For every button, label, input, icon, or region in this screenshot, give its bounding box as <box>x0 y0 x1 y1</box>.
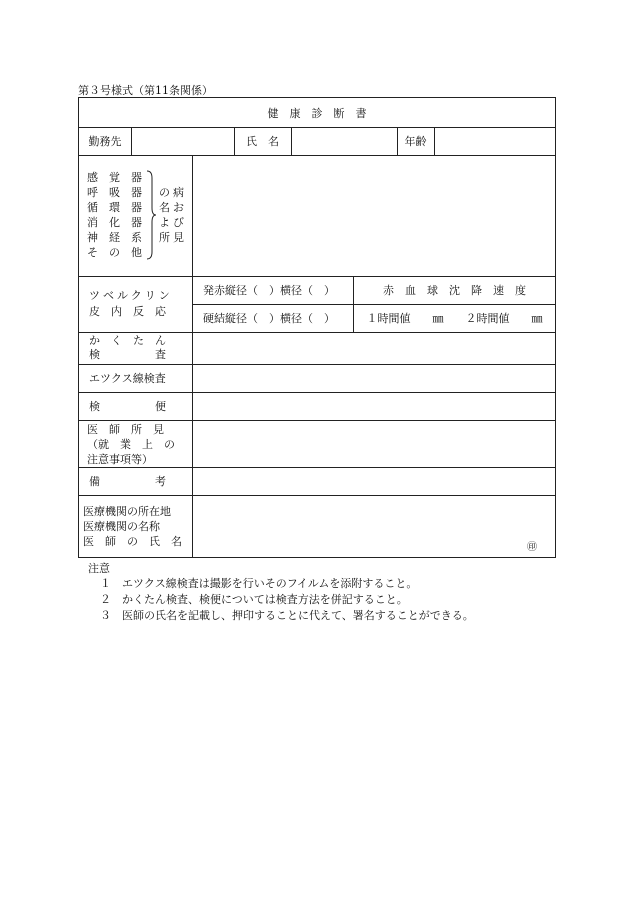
doctor-findings-label: 医 師 所 見 （就 業 上 の 注意事項等） <box>87 423 175 466</box>
name-field[interactable] <box>292 128 396 154</box>
document-title: 健 康 診 断 書 <box>267 106 367 120</box>
sputum-field[interactable] <box>193 333 554 363</box>
workplace-field[interactable] <box>132 128 233 154</box>
health-certificate-table <box>78 97 556 558</box>
notes-title: 注意 <box>88 562 110 575</box>
organ-item: 呼 吸 器 <box>87 186 142 199</box>
curly-brace <box>145 170 157 260</box>
findings-label-col1: の 名 よ 所 <box>159 186 170 244</box>
tuberculin-label: ツベルクリン 皮 内 反 応 <box>89 289 173 318</box>
organ-item: 神 経 系 <box>87 231 142 244</box>
note-item: １ エツクス線検査は撮影を行いそのフイルムを添附すること。 <box>100 577 418 590</box>
xray-label: エツクス線検査 <box>89 372 166 385</box>
esr-values: １時間値 ㎜ ２時間値 ㎜ <box>366 312 543 325</box>
institution-label: 医療機関の所在地 医療機関の名称 医 師 の 氏 名 <box>83 505 182 548</box>
age-label: 年齢 <box>404 135 427 148</box>
remarks-field[interactable] <box>193 468 554 494</box>
name-label: 氏 名 <box>246 135 279 148</box>
organ-item: 消 化 器 <box>87 216 142 229</box>
organ-item: 感 覚 器 <box>87 171 142 184</box>
age-field[interactable] <box>435 128 554 154</box>
workplace-label: 勤務先 <box>88 135 122 148</box>
organ-findings-field[interactable] <box>193 156 554 275</box>
organ-item: そ の 他 <box>87 246 142 259</box>
redness-diameter: 発赤縦径（ ）横径（ ） <box>203 284 335 297</box>
stool-field[interactable] <box>193 393 554 419</box>
form-number: 第３号様式（第11条関係） <box>78 84 213 97</box>
organ-item: 循 環 器 <box>87 201 142 214</box>
organ-list <box>87 170 149 260</box>
sputum-label: か く た ん 検 査 <box>89 334 166 361</box>
stool-label: 検 便 <box>89 400 166 413</box>
doctor-findings-field[interactable] <box>193 421 554 466</box>
note-item: ３ 医師の氏名を記載し、押印することに代えて、署名することができる。 <box>100 609 474 622</box>
induration-diameter: 硬結縦径（ ）横径（ ） <box>203 312 335 325</box>
institution-field[interactable] <box>193 496 554 557</box>
findings-label-col2: 病 お び 見 <box>173 186 184 244</box>
seal-mark: ㊞ <box>527 542 537 553</box>
remarks-label: 備 考 <box>89 475 166 488</box>
xray-field[interactable] <box>193 365 554 391</box>
note-item: ２ かくたん検査、検便については検査方法を併記すること。 <box>100 593 408 606</box>
esr-label: 赤 血 球 沈 降 速 度 <box>383 284 526 297</box>
